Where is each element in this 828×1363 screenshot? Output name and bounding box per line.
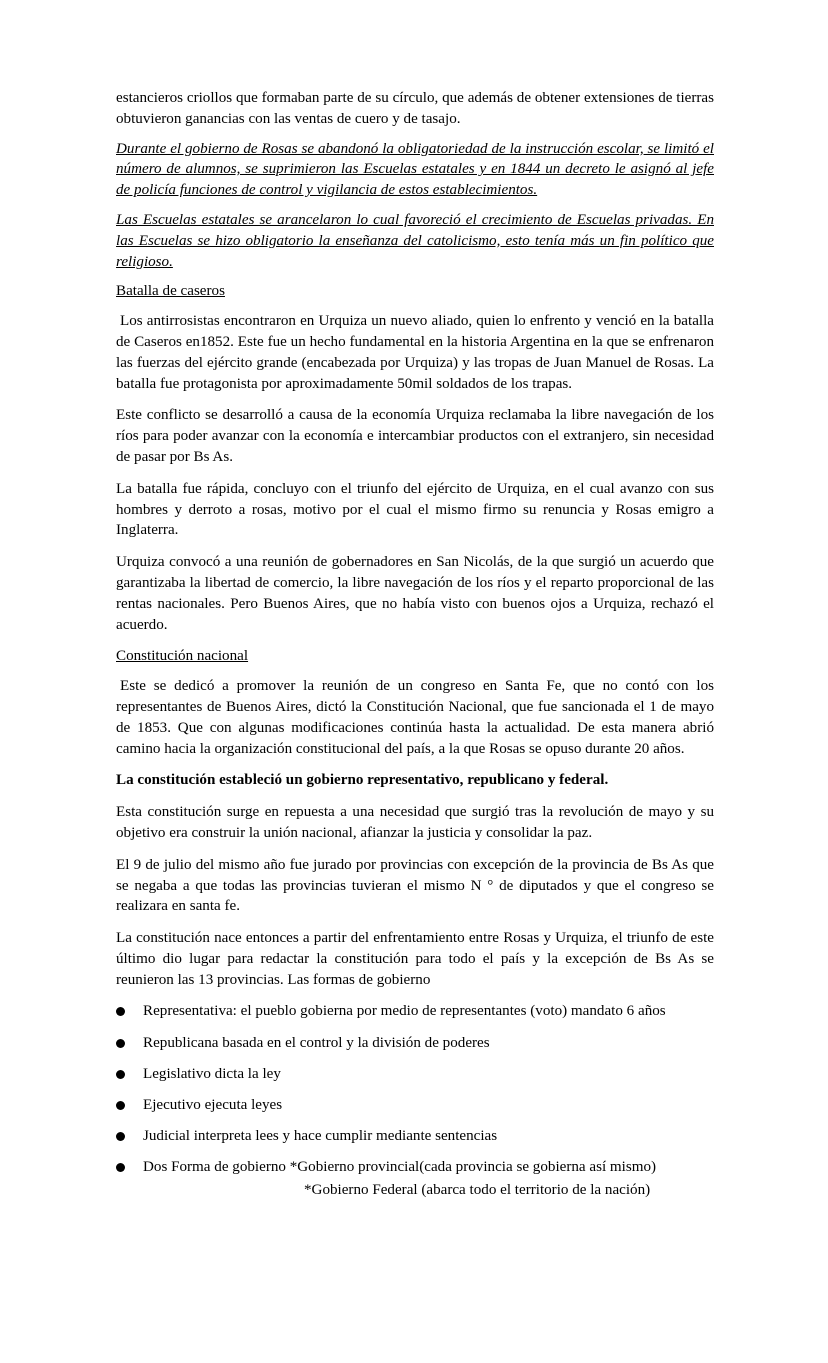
list-item: Representativa: el pueblo gobierna por medio de representantes (voto) mandato 6 años: [116, 1001, 714, 1022]
paragraph-9-de-julio: El 9 de julio del mismo año fue jurado por provincias con excepción de la provincia de Bs As que se negaba a que todas las provincias tuvieran el mismo N ° de diputados y que el congreso se realizara en santa fe.: [116, 856, 714, 915]
heading-batalla-de-caseros: Batalla de caseros: [116, 283, 225, 300]
paragraph-escuelas-aranceladas: Las Escuelas estatales se arancelaron lo cual favoreció el crecimiento de Escuelas privadas. En las Escuelas se hizo obligatorio la enseñanza del catolicismo, esto tenía más un fin político que religioso.: [116, 211, 714, 270]
paragraph-conflicto-economia: Este conflicto se desarrolló a causa de la economía Urquiza reclamaba la libre navegación de los ríos para poder avanzar con la economía e intercambiar productos con el extranjero, sin necesidad de pasar por Bs As.: [116, 407, 714, 465]
paragraph-formas-de-gobierno: La constitución nace entonces a partir del enfrentamiento entre Rosas y Urquiza, el triunfo de este último dio lugar para redactar la constitución para todo el país y la excepción de Bs As se reunieron las 13 provincias. Las formas de gobierno: [116, 930, 714, 988]
bullet-icon: [116, 1101, 125, 1110]
bullet-icon: [116, 1163, 125, 1172]
list-item: Judicial interpreta lees y hace cumplir mediante sentencias: [116, 1126, 714, 1147]
paragraph-batalla-rapida: La batalla fue rápida, concluyo con el triunfo del ejército de Urquiza, en el cual avanzo con sus hombres y derroto a rosas, motivo por el cual el mismo firmo su renuncia y Rosas emigro a Inglaterra.: [116, 480, 714, 539]
paragraph-reunion-gobernadores: Urquiza convocó a una reunión de gobernadores en San Nicolás, de la que surgió un acuerdo que garantizaba la libertad de comercio, la libre navegación de los ríos y el reparto proporcional de las rentas nacionales. Pero Buenos Aires, que no había visto con buenos ojos a Urquiza, rechazó el acuerdo.: [116, 554, 714, 633]
bullet-icon: [116, 1070, 125, 1079]
list-item-continuation: *Gobierno Federal (abarca todo el territorio de la nación): [304, 1182, 651, 1199]
paragraph-antirrosistas: Los antirrosistas encontraron en Urquiza un nuevo aliado, quien lo enfrento y venció en la batalla de Caseros en1852. Este fue un hecho fundamental en la historia Argentina en la que se enfrenaron las fuerzas del ejército grande (encabezada por Urquiza) y las tropas de Juan Manuel de Rosas. La batalla fue protagonista por aproximadamente 50mil soldados de los trapas.: [116, 313, 714, 392]
bullet-icon: [116, 1132, 125, 1141]
list-item: Republicana basada en el control y la división de poderes: [116, 1033, 714, 1054]
heading-constitucion-nacional: Constitución nacional: [116, 648, 249, 665]
paragraph-congreso-santa-fe: Este se dedicó a promover la reunión de un congreso en Santa Fe, que no contó con los representantes de Buenos Aires, dictó la Constitución Nacional, que fue sancionada el 1 de mayo de 1853. Que con algunas modificaciones continúa hasta la actualidad. De esta manera abrió camino hacia la organización constitucional del país, a la que Rosas se opuso durante 20 años.: [116, 678, 714, 757]
paragraph-estancieros: estancieros criollos que formaban parte de su círculo, que además de obtener extensiones de tierras obtuvieron ganancias con las ventas de cuero y de tasajo.: [116, 90, 714, 127]
paragraph-gobierno-representativo-bold: La constitución estableció un gobierno representativo, republicano y federal.: [116, 772, 609, 789]
document-page: [116, 88, 714, 1201]
list-item: Legislativo dicta la ley: [116, 1064, 714, 1085]
bullet-icon: [116, 1007, 125, 1016]
bullet-icon: [116, 1039, 125, 1048]
list-item: Ejecutivo ejecuta leyes: [116, 1095, 714, 1116]
paragraph-surge-en-repuesta: Esta constitución surge en repuesta a una necesidad que surgió tras la revolución de mayo y su objetivo era construir la unión nacional, afianzar la justicia y consolidar la paz.: [116, 804, 714, 841]
list-item: Dos Forma de gobierno *Gobierno provincial(cada provincia se gobierna así mismo): [116, 1157, 714, 1178]
formas-de-gobierno-list: [116, 1001, 714, 1177]
paragraph-gobierno-rosas-escuelas: Durante el gobierno de Rosas se abandonó la obligatoriedad de la instrucción escolar, se limitó el número de alumnos, se suprimieron las Escuelas estatales y en 1844 un decreto le asignó al jefe de policía funciones de control y vigilancia de estos establecimientos.: [116, 140, 714, 199]
